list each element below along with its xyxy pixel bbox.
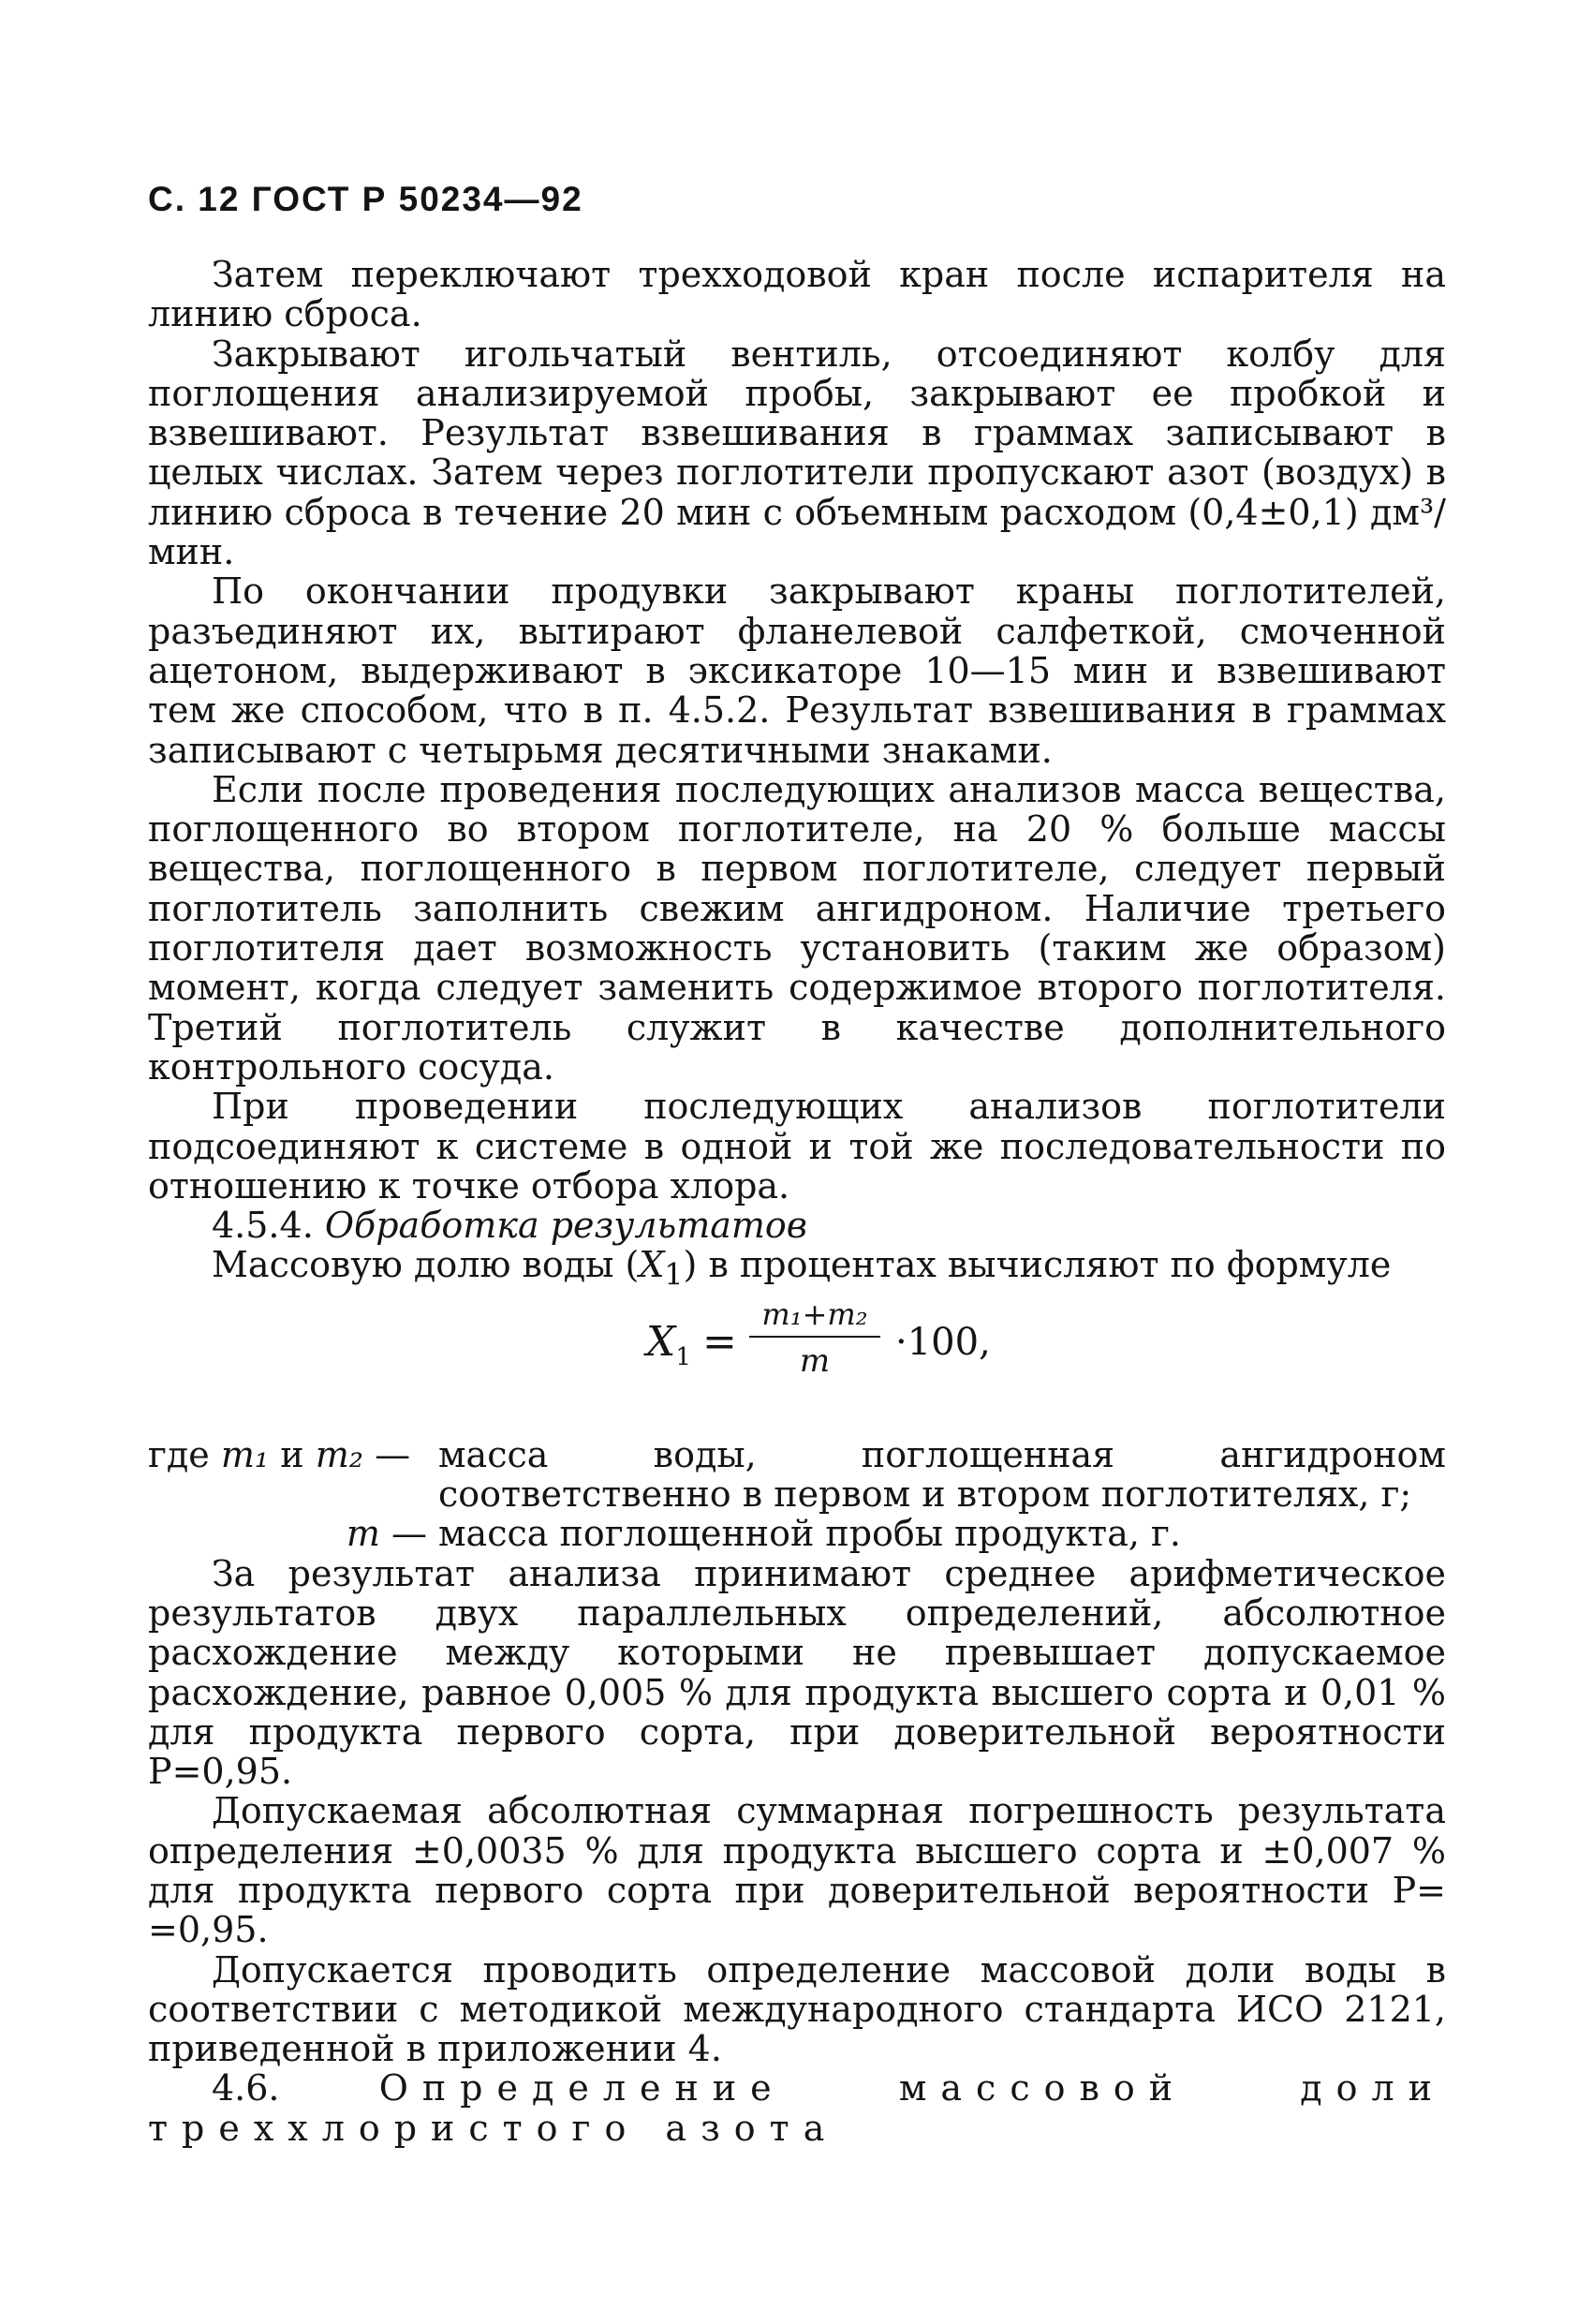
legend-definition: масса поглощенной пробы продукта, г.	[438, 1513, 1181, 1555]
document-body	[148, 255, 1446, 2148]
section-heading-4-5-4	[148, 1206, 1446, 1245]
paragraph: Закрывают игольчатый вентиль, отсоединяют колбу для поглощения анализируемой пробы, закрывают ее пробкой и взвешивают. Результат взвешивания в граммах записывают в целых числах. Затем через поглотители пропускают азот (воздух) в линию сброса в течение 20 мин с объемным расходом (0,4±0,1) дм³/мин.	[148, 333, 1446, 573]
formula-multiplier: ·100,	[895, 1320, 991, 1364]
paragraph: Допускаемая абсолютная суммарная погрешность результата определения ±0,0035 % для продукта высшего сорта и ±0,007 % для продукта первого сорта при доверительной вероятности P= =0,95.	[148, 1790, 1446, 1951]
section-number: 4.5.4.	[212, 1205, 314, 1247]
legend-dash: —	[375, 1433, 411, 1475]
formula-legend	[148, 1435, 1446, 1554]
formula-variable: X	[646, 1317, 676, 1366]
paragraph: Затем переключают трехходовой кран после испарителя на линию сброса.	[148, 254, 1446, 335]
legend-conjunction: и	[280, 1433, 304, 1475]
text-run: Массовую долю воды (	[212, 1244, 640, 1286]
formula-denominator: m	[799, 1342, 831, 1381]
paragraph: По окончании продувки закрывают краны поглотителей, разъединяют их, вытирают фланелевой салфеткой, смоченной ацетоном, выдерживают в эксикаторе 10—15 мин и взвешивают тем же способом, что в п. 4.5.2. Результат взвешивания в граммах записывают с четырьмя десятичными знаками.	[148, 570, 1446, 771]
paragraph: При проведении последующих анализов поглотители подсоединяют к системе в одной и той же последовательности по отношению к точке отбора хлора.	[148, 1086, 1446, 1206]
section-number: 4.6.	[212, 2067, 280, 2109]
section-heading-4-6	[148, 2068, 1446, 2148]
formula-numerator: m₁+m₂	[761, 1295, 868, 1332]
paragraph: Если после проведения последующих анализов масса вещества, поглощенного во втором поглотителе, на 20 % больше массы вещества, поглощенного в первом поглотителе, следует первый поглотитель заполнить свежим ангидроном. Наличие третьего поглотителя дает возможность установить (таким же образом) момент, когда следует заменить содержимое второго поглотителя. Третий поглотитель служит в качестве дополнительного контрольного сосуда.	[148, 768, 1446, 1088]
legend-dash: —	[391, 1513, 427, 1555]
text-run: ) в процентах вычисляют по формуле	[683, 1244, 1392, 1286]
section-title: Определение массовой доли треххлористого азота	[148, 2067, 1446, 2149]
legend-row	[148, 1514, 1446, 1553]
section-title: Обработка результатов	[324, 1205, 807, 1247]
formula	[148, 1295, 1446, 1435]
legend-definition: масса воды, поглощенная ангидроном соответственно в первом и втором поглотителях, г;	[438, 1433, 1446, 1516]
page-header: С. 12 ГОСТ Р 50234—92	[148, 180, 583, 218]
legend-symbol: m₁	[220, 1433, 270, 1475]
legend-row	[148, 1435, 1446, 1515]
formula-subscript: 1	[675, 1342, 691, 1371]
legend-symbols	[148, 1435, 438, 1515]
legend-symbol: m₂	[315, 1433, 363, 1475]
paragraph: За результат анализа принимают среднее арифметическое результатов двух параллельных определений, абсолютное расхождение между которыми не превышает допускаемое расхождение, равное 0,005 % для продукта высшего сорта и 0,01 % для продукта первого сорта, при доверительной вероятности P=0,95.	[148, 1552, 1446, 1793]
subscript: 1	[664, 1259, 684, 1294]
variable: X	[639, 1244, 665, 1286]
formula-lhs	[646, 1317, 691, 1371]
legend-lead: где	[148, 1433, 210, 1475]
legend-symbol: m	[346, 1513, 380, 1555]
legend-symbols	[148, 1514, 438, 1553]
formula-equals: =	[702, 1317, 737, 1366]
formula-fraction	[749, 1295, 880, 1382]
paragraph: Допускается проводить определение массовой доли воды в соответствии с методикой международного стандарта ИСО 2121, приведенной в приложении 4.	[148, 1948, 1446, 2070]
paragraph	[148, 1244, 1446, 1294]
